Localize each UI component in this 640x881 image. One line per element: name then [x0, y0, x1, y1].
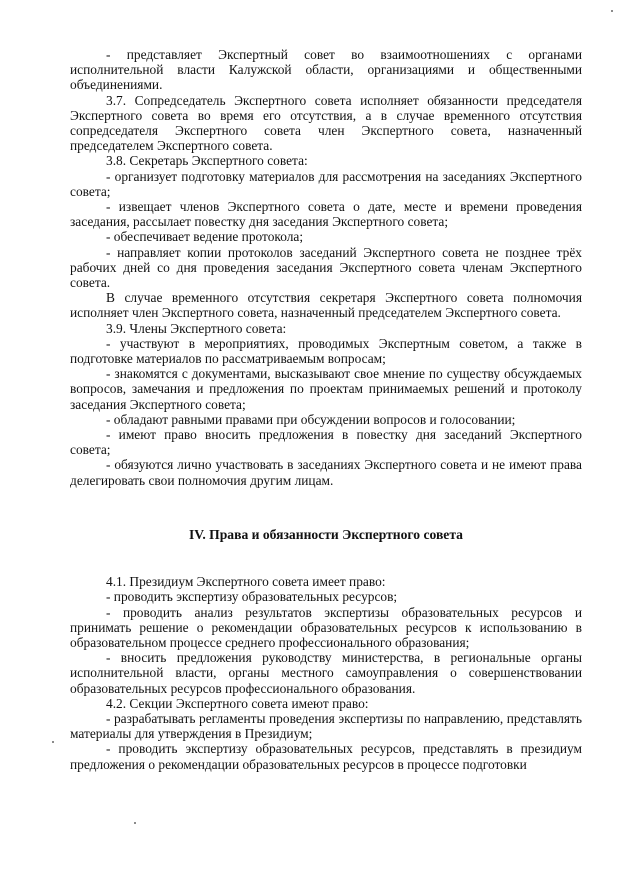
paragraph: 3.8. Секретарь Экспертного совета: [106, 153, 308, 169]
scan-speck [134, 822, 136, 824]
paragraph: - проводить анализ результатов экспертизы образовательных ресурсов и принимать решение о рекомендации образовательных ресурсов к использованию в образовательном процессе среднего профессионального образования; [70, 604, 582, 650]
paragraph: - обладают равными правами при обсуждении вопросов и голосовании; [106, 411, 516, 427]
paragraph: - проводить экспертизу образовательных ресурсов, представлять в президиум предложения о рекомендации образовательных ресурсов в процессе подготовки [70, 741, 582, 772]
paragraph: В случае временного отсутствия секретаря Экспертного совета полномочия исполняет член Экспертного совета, назначенный председателем Экспертного совета. [70, 290, 582, 321]
paragraph: - направляет копии протоколов заседаний Экспертного совета не позднее трёх рабочих дней со дня проведения заседания Экспертного совета членам Экспертного совета. [70, 244, 582, 291]
paragraph: 3.9. Члены Экспертного совета: [106, 320, 287, 336]
paragraph: - знакомятся с документами, высказывают свое мнение по существу обсуждаемых вопросов, замечания и предложения по проектам принимаемых решений и протоколу заседания Экспертного совета; [70, 366, 582, 412]
paragraph: - организует подготовку материалов для рассмотрения на заседаниях Экспертного совета; [70, 168, 582, 199]
paragraph: - обязуются лично участвовать в заседаниях Экспертного совета и не имеют права делегировать свои полномочия другим лицам. [70, 457, 582, 488]
paragraph: 3.7. Сопредседатель Экспертного совета исполняет обязанности председателя Экспертного совета во время его отсутствия, а в случае временного отсутствия сопредседателя Экспертного совета член Экспертного совета, назначенный председателем Экспертного совета. [70, 92, 582, 154]
paragraph: - извещает членов Экспертного совета о дате, месте и времени проведения заседания, рассылает повестку дня заседания Экспертного совета; [70, 199, 582, 230]
paragraph: - разрабатывать регламенты проведения экспертизы по направлению, представлять материалы для утверждения в Президиум; [70, 710, 582, 742]
paragraph: - участвуют в мероприятиях, проводимых Экспертным советом, а также в подготовке материалов по рассматриваемым вопросам; [70, 335, 582, 367]
paragraph: - обеспечивает ведение протокола; [106, 229, 304, 245]
document-body [70, 47, 582, 772]
paragraph: - представляет Экспертный совет во взаимоотношениях с органами исполнительной власти Калужской области, организациями и общественными объединениями. [70, 47, 582, 93]
paragraph: 4.1. Президиум Экспертного совета имеет право: [106, 574, 386, 590]
paragraph: - имеют право вносить предложения в повестку дня заседаний Экспертного совета; [70, 427, 582, 458]
section-heading: IV. Права и обязанности Экспертного совета [189, 526, 463, 542]
paragraph: - вносить предложения руководству министерства, в региональные органы исполнительной власти, органы местного самоуправления о совершенствовании образовательных ресурсов профессионального образования. [70, 650, 582, 696]
paragraph: 4.2. Секции Экспертного совета имеют право: [106, 695, 369, 711]
paragraph: - проводить экспертизу образовательных ресурсов; [106, 589, 398, 605]
scan-speck [52, 741, 54, 743]
scan-speck [611, 10, 613, 12]
